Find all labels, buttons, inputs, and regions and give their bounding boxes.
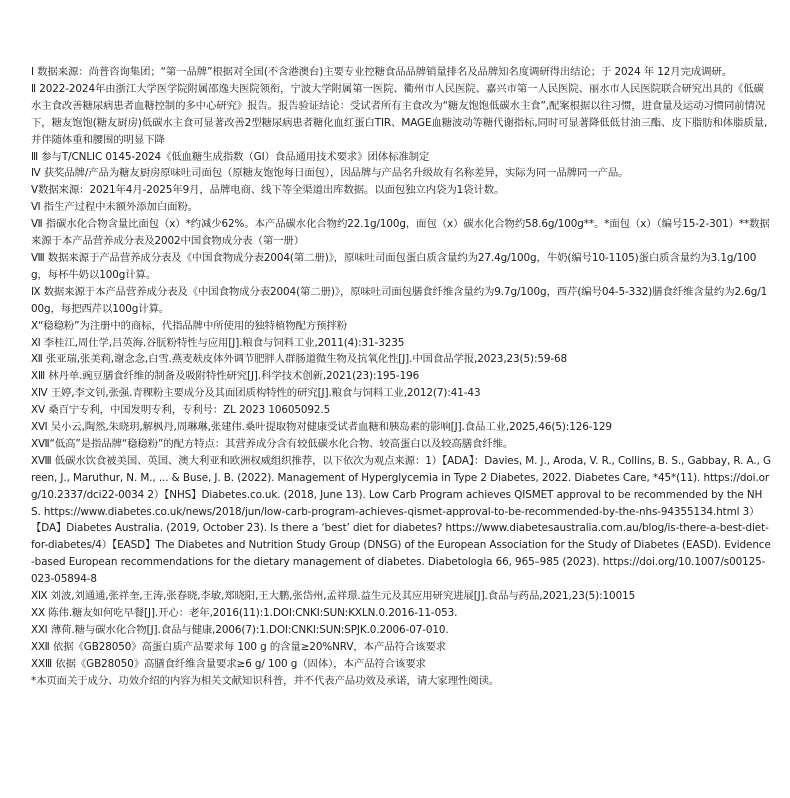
disclaimer-text: *本页面关于成分、功效介绍的内容为相关文献知识科普，并不代表产品功效及承诺，请大家理性阅读。 — [31, 674, 500, 687]
footnote-12: Ⅻ 张亚瑞,张美莉,谢念念,白雪.燕麦麸皮体外调节肥胖人群肠道微生物及抗氧化性[J].中国食品学报,2023,23(5):59-68 — [31, 353, 568, 366]
footnote-23: ⅩⅩⅢ 依据《GB28050》高膳食纤维含量要求≥6 g/ 100 g（固体），本产品符合该要求 — [31, 657, 426, 670]
footnote-2: Ⅱ 2022-2024年由浙江大学医学院附属邵逸夫医院领衔，宁波大学附属第一医院、衢州市人民医院、嘉兴市第一人民医院、丽水市人民医院联合研究出具的《低碳水主食改善糖尿病患者血糖控制的多中心研究》报告。报告验证结论：受试者所有主食改为“糖友饱饱低碳水主食”,配案根据以往习惯，进食量及运动习惯同前情况下，糖友饱饱(糖友厨房)低碳水主食可显著改善2型糖尿病患者糖化血红蛋白TIR、MAGE血糖波动等糖代谢指标,同时可显著降低低甘油三酯、皮下脂肪和体脂质量,并伴随体重和腰围的明显下降 — [31, 82, 768, 146]
footnote-7: Ⅶ 指碳水化合物含量比面包（x）*约减少62%。本产品碳水化合物约22.1g/100g，面包（x）碳水化合物约58.6g/100g**。*面包（x）（编号15-2-301）**数据来源于本产品营养成分表及2002中国食物成分表（第一册） — [31, 218, 770, 248]
footnote-14: ⅩⅣ 王婷,李文钊,张强.青稞粉主要成分及其面团质构特性的研究[J].粮食与饲料工业,2012(7):41-43 — [31, 387, 481, 400]
footnote-11: Ⅺ 李桂江,周仕学,吕英海.谷朊粉特性与应用[J].粮食与饲料工业,2011(4):31-3235 — [31, 336, 405, 349]
footnote-17: ⅩⅦ“低高”是指品牌“稳稳粉”的配方特点：其营养成分含有较低碳水化合物、较高蛋白以及较高膳食纤维。 — [31, 437, 514, 450]
footnote-9: Ⅸ 数据来源于本产品营养成分表及《中国食物成分表2004(第二册)》，原味吐司面包膳食纤维含量约为9.7g/100g，西芹(编号04-5-332)膳食纤维含量约为2.6g/100g，每把西芹以100g计算。 — [31, 285, 768, 315]
footnote-13: ⅩⅢ 林丹单.豌豆膳食纤维的制备及吸附特性研究[J].科学技术创新,2021(23):195-196 — [31, 370, 420, 383]
footnote-6: Ⅵ 指生产过程中未额外添加白面粉。 — [31, 201, 199, 214]
footnote-5: Ⅴ数据来源：2021年4月-2025年9月，品牌电商、线下等全渠道出库数据。以面包独立内袋为1袋计数。 — [31, 184, 505, 197]
footnote-20: ⅩⅩ 陈伟.糖友如何吃早餐[J].开心：老年,2016(11):1.DOI:CNKI:SUN:KXLN.0.2016-11-053. — [31, 607, 458, 619]
footnote-8: Ⅷ 数据来源于产品营养成分表及《中国食物成分表2004(第二册)》，原味吐司面包蛋白质含量约为27.4g/100g，牛奶(编号10-1105)蛋白质含量约为3.1g/100g，每杯牛奶以100g计算。 — [31, 251, 757, 281]
footnote-10: Ⅹ“稳稳粉”为注册中的商标，代指品牌中所使用的独特植物配方预拌粉 — [31, 319, 348, 332]
footnote-18: ⅩⅧ 低碳水饮食被美国、英国、澳大利亚和欧洲权威组织推荐，以下依次为观点来源：1）【ADA】：Davies, M. J., Aroda, V. R., Collins, B. S., Gabbay, R. A., Green, J., Maruthur, N. M., ... & Buse, J. B. (2022). Management of Hyperglycemia in Type 2 Diabetes, 2022. Diabetes Care, *45*(11). https://doi.org/10.2337/dci22-0034 2）【NHS】Diabetes.co.uk. (2018, June 13). Low Carb Program achieves QISMET approval to be recommended by the NHS. https://www.diabetes.co.uk/news/2018/jun/low-carb-program-achieves-qismet-approval-to-be-recommended-by-the-nhs-94355134.html 3）【DA】Diabetes Australia. (2019, October 23). Is there a ‘best’ diet for diabetes? https://www.diabetesaustralia.com.au/blog/is-there-a-best-diet-for-diabetes/4）【EASD】The Diabetes and Nutrition Study Group (DNSG) of the European Association for the Study of Diabetes (EASD). Evidence-based European recommendations for the dietary management of diabetes. Diabetologia 66, 965–985 (2023). https://doi.org/10.1007/s00125-023-05894-8 — [31, 454, 771, 586]
footnote-22: ⅩⅫ 依据《GB28050》高蛋白质产品要求每 100 g 的含量≥20%NRV，本产品符合该要求 — [31, 640, 446, 653]
footnote-1: Ⅰ 数据来源：尚普咨询集团；“第一品牌”根据对全国(不含港澳台)主要专业控糖食品品牌销量排名及品牌知名度调研得出结论；于 2024 年 12月完成调研。 — [31, 66, 733, 78]
footnote-3: Ⅲ 参与T/CNLIC 0145-2024《低血糖生成指数（GI）食品通用技术要求》团体标准制定 — [31, 150, 430, 163]
footnote-4: Ⅳ 获奖品牌/产品为糖友厨房原味吐司面包（原糖友饱饱每日面包），因品牌与产品名升级故有名称差异，实际为同一品牌同一产品。 — [31, 167, 629, 180]
footnote-15: ⅩⅤ 桑百宁专利，中国发明专利，专利号：ZL 2023 10605092.5 — [31, 404, 331, 417]
footnotes-list — [31, 64, 771, 690]
footnote-19: ⅩⅨ 刘波,刘通通,张祥奎,王涛,张春晓,李敏,郑晓阳,王大鹏,张岱州,孟祥璟.益生元及其应用研究进展[J].食品与药品,2021,23(5):10015 — [31, 590, 636, 603]
footnote-21: ⅩⅪ 薄荷.糖与碳水化合物[J].食品与健康,2006(7):1.DOI:CNKI:SUN:SPJK.0.2006-07-010. — [31, 623, 449, 636]
footnote-16: ⅩⅥ 吴小云,陶然,朱晓玥,解枫丹,周琳琳,张建伟.桑叶提取物对健康受试者血糖和胰岛素的影响[J].食品工业,2025,46(5):126-129 — [31, 421, 612, 434]
